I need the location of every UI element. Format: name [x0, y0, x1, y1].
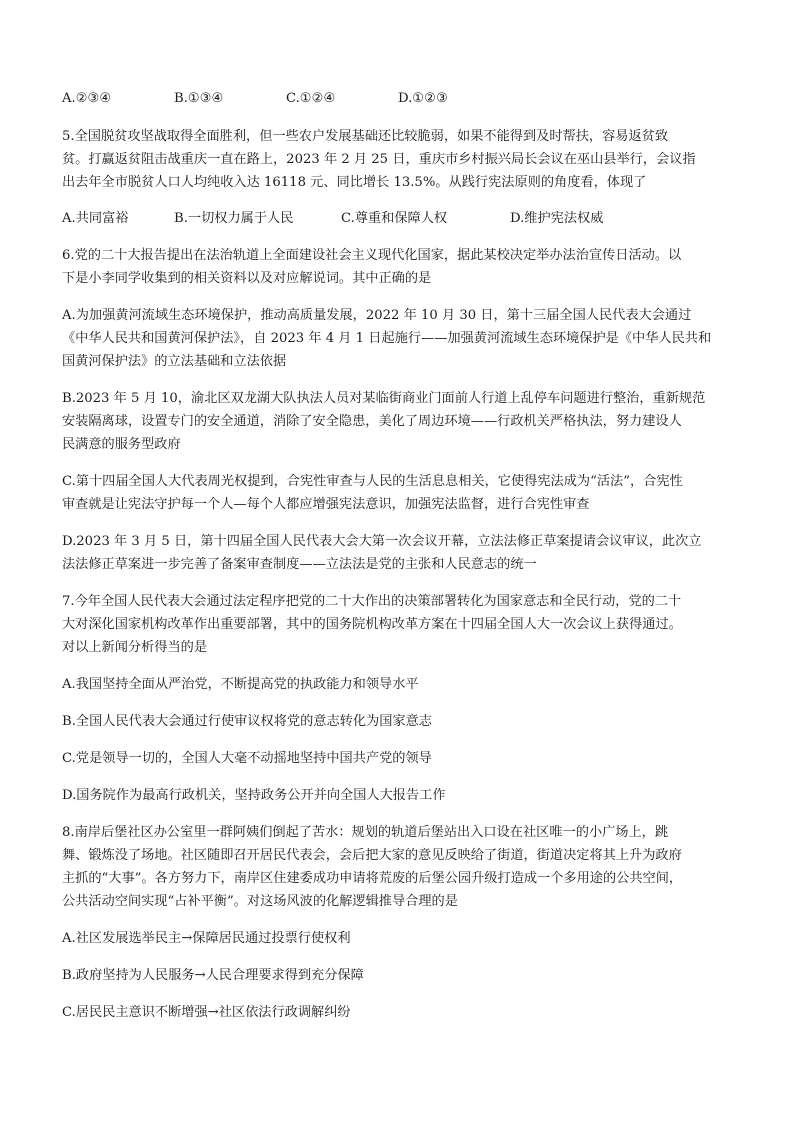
question-8-option-c[interactable]: C.居民民主意识不断增强→社区依法行政调解纠纷	[62, 1005, 351, 1020]
question-6-option-b[interactable]	[62, 387, 734, 456]
previous-question-options	[62, 88, 734, 110]
question-text-line: 公共活动空间实现“占补平衡”。对这场风波的化解逻辑推导合理的是	[62, 894, 458, 909]
question-text-line: 大对深化国家机构改革作出重要部署，其中的国务院机构改革方案在十四届全国人大一次会议上获得通过。	[62, 617, 682, 632]
question-8-option-b[interactable]: B.政府坚持为人民服务→人民合理要求得到充分保障	[62, 968, 364, 983]
option-text-line: 国黄河保护法》的立法基础和立法依据	[62, 354, 287, 369]
option-a[interactable]: A.②③④	[62, 91, 112, 106]
option-text-line: B.2023 年 5 月 10，渝北区双龙湖大队执法人员对某临街商业门面前人行道上乱停车问题进行整治，重新规范	[62, 391, 706, 406]
question-5-stem	[62, 125, 734, 194]
question-text-line: 6.党的二十大报告提出在法治轨道上全面建设社会主义现代化国家，据此某校决定举办法治宣传日活动。以	[62, 248, 682, 263]
option-a[interactable]: A.共同富裕	[62, 211, 129, 226]
exam-page	[62, 88, 734, 1038]
option-d[interactable]: D.①②③	[398, 91, 448, 106]
option-text-line: 民满意的服务型政府	[62, 437, 181, 452]
question-7-option-d[interactable]: D.国务院作为最高行政机关，坚持政务公开并向全国人大报告工作	[62, 788, 446, 803]
question-6-option-c[interactable]	[62, 470, 734, 516]
option-text-line: 审查就是让宪法守护每一个人—每个人都应增强宪法意识，加强宪法监督，进行合宪性审查	[62, 497, 590, 512]
question-7-option-b[interactable]: B.全国人民代表大会通过行使审议权将党的意志转化为国家意志	[62, 714, 432, 729]
question-8-option-a[interactable]: A.社区发展选举民主→保障居民通过投票行使权利	[62, 931, 351, 946]
question-6-option-d[interactable]	[62, 530, 734, 576]
option-text-line: C.第十四届全国人大代表周光权提到，合宪性审查与人民的生活息息相关，它使得宪法成为“活法”，合宪性	[62, 474, 683, 489]
question-7-stem	[62, 590, 734, 659]
option-b[interactable]: B.一切权力属于人民	[174, 211, 294, 226]
option-b[interactable]: B.①③④	[174, 91, 224, 106]
question-text-line: 贫。打赢返贫阻击战重庆一直在路上，2023 年 2 月 25 日，重庆市乡村振兴局长会议在巫山县举行，会议指	[62, 152, 696, 167]
question-text-line: 出去年全市脱贫人口人均纯收入达 16118 元、同比增长 13.5%。从践行宪法原则的角度看，体现了	[62, 175, 647, 190]
question-text-line: 7.今年全国人民代表大会通过法定程序把党的二十大作出的决策部署转化为国家意志和全民行动，党的二十	[62, 594, 682, 609]
option-text-line: 《中华人民共和国黄河保护法》，自 2023 年 4 月 1 日起施行——加强黄河流域生态环境保护是《中华人民共和	[62, 331, 712, 346]
question-text-line: 5.全国脱贫攻坚战取得全面胜利，但一些农户发展基础还比较脆弱，如果不能得到及时帮扶，容易返贫致	[62, 129, 669, 144]
question-text-line: 主抓的“大事”。各方努力下，南岸区住建委成功申请将荒废的后堡公园升级打造成一个多用途的公共空间，	[62, 871, 683, 886]
question-text-line: 对以上新闻分析得当的是	[62, 640, 208, 655]
option-c[interactable]: C.尊重和保障人权	[341, 211, 448, 226]
question-6-option-a[interactable]	[62, 304, 734, 373]
option-c[interactable]: C.①②④	[286, 91, 336, 106]
question-text-line: 下是小李同学收集到的相关资料以及对应解说词。其中正确的是	[62, 271, 432, 286]
option-text-line: 法法修正草案进一步完善了备案审查制度——立法法是党的主张和人民意志的统一	[62, 557, 537, 572]
question-7-option-a[interactable]: A.我国坚持全面从严治党，不断提高党的执政能力和领导水平	[62, 677, 419, 692]
option-text-line: A.为加强黄河流域生态环境保护，推动高质量发展，2022 年 10 月 30 日，第十三届全国人民代表大会通过	[62, 308, 692, 323]
option-text-line: 安装隔离球，设置专门的安全通道，消除了安全隐患，美化了周边环境——行政机关严格执法，努力建设人	[62, 414, 682, 429]
question-text-line: 8.南岸后堡社区办公室里一群阿姨们倒起了苦水：规划的轨道后堡站出入口设在社区唯一的小广场上，跳	[62, 825, 669, 840]
option-text-line: D.2023 年 3 月 5 日，第十四届全国人民代表大会大第一次会议开幕，立法法修正草案提请会议审议，此次立	[62, 534, 702, 549]
option-d[interactable]: D.维护宪法权威	[510, 211, 604, 226]
question-8-stem	[62, 821, 734, 913]
question-5-options	[62, 208, 734, 230]
question-7-option-c[interactable]: C.党是领导一切的，全国人大毫不动摇地坚持中国共产党的领导	[62, 751, 432, 766]
question-text-line: 舞、锻炼没了场地。社区随即召开居民代表会，会后把大家的意见反映给了街道，街道决定将其上升为政府	[62, 848, 682, 863]
question-6-stem	[62, 244, 734, 290]
